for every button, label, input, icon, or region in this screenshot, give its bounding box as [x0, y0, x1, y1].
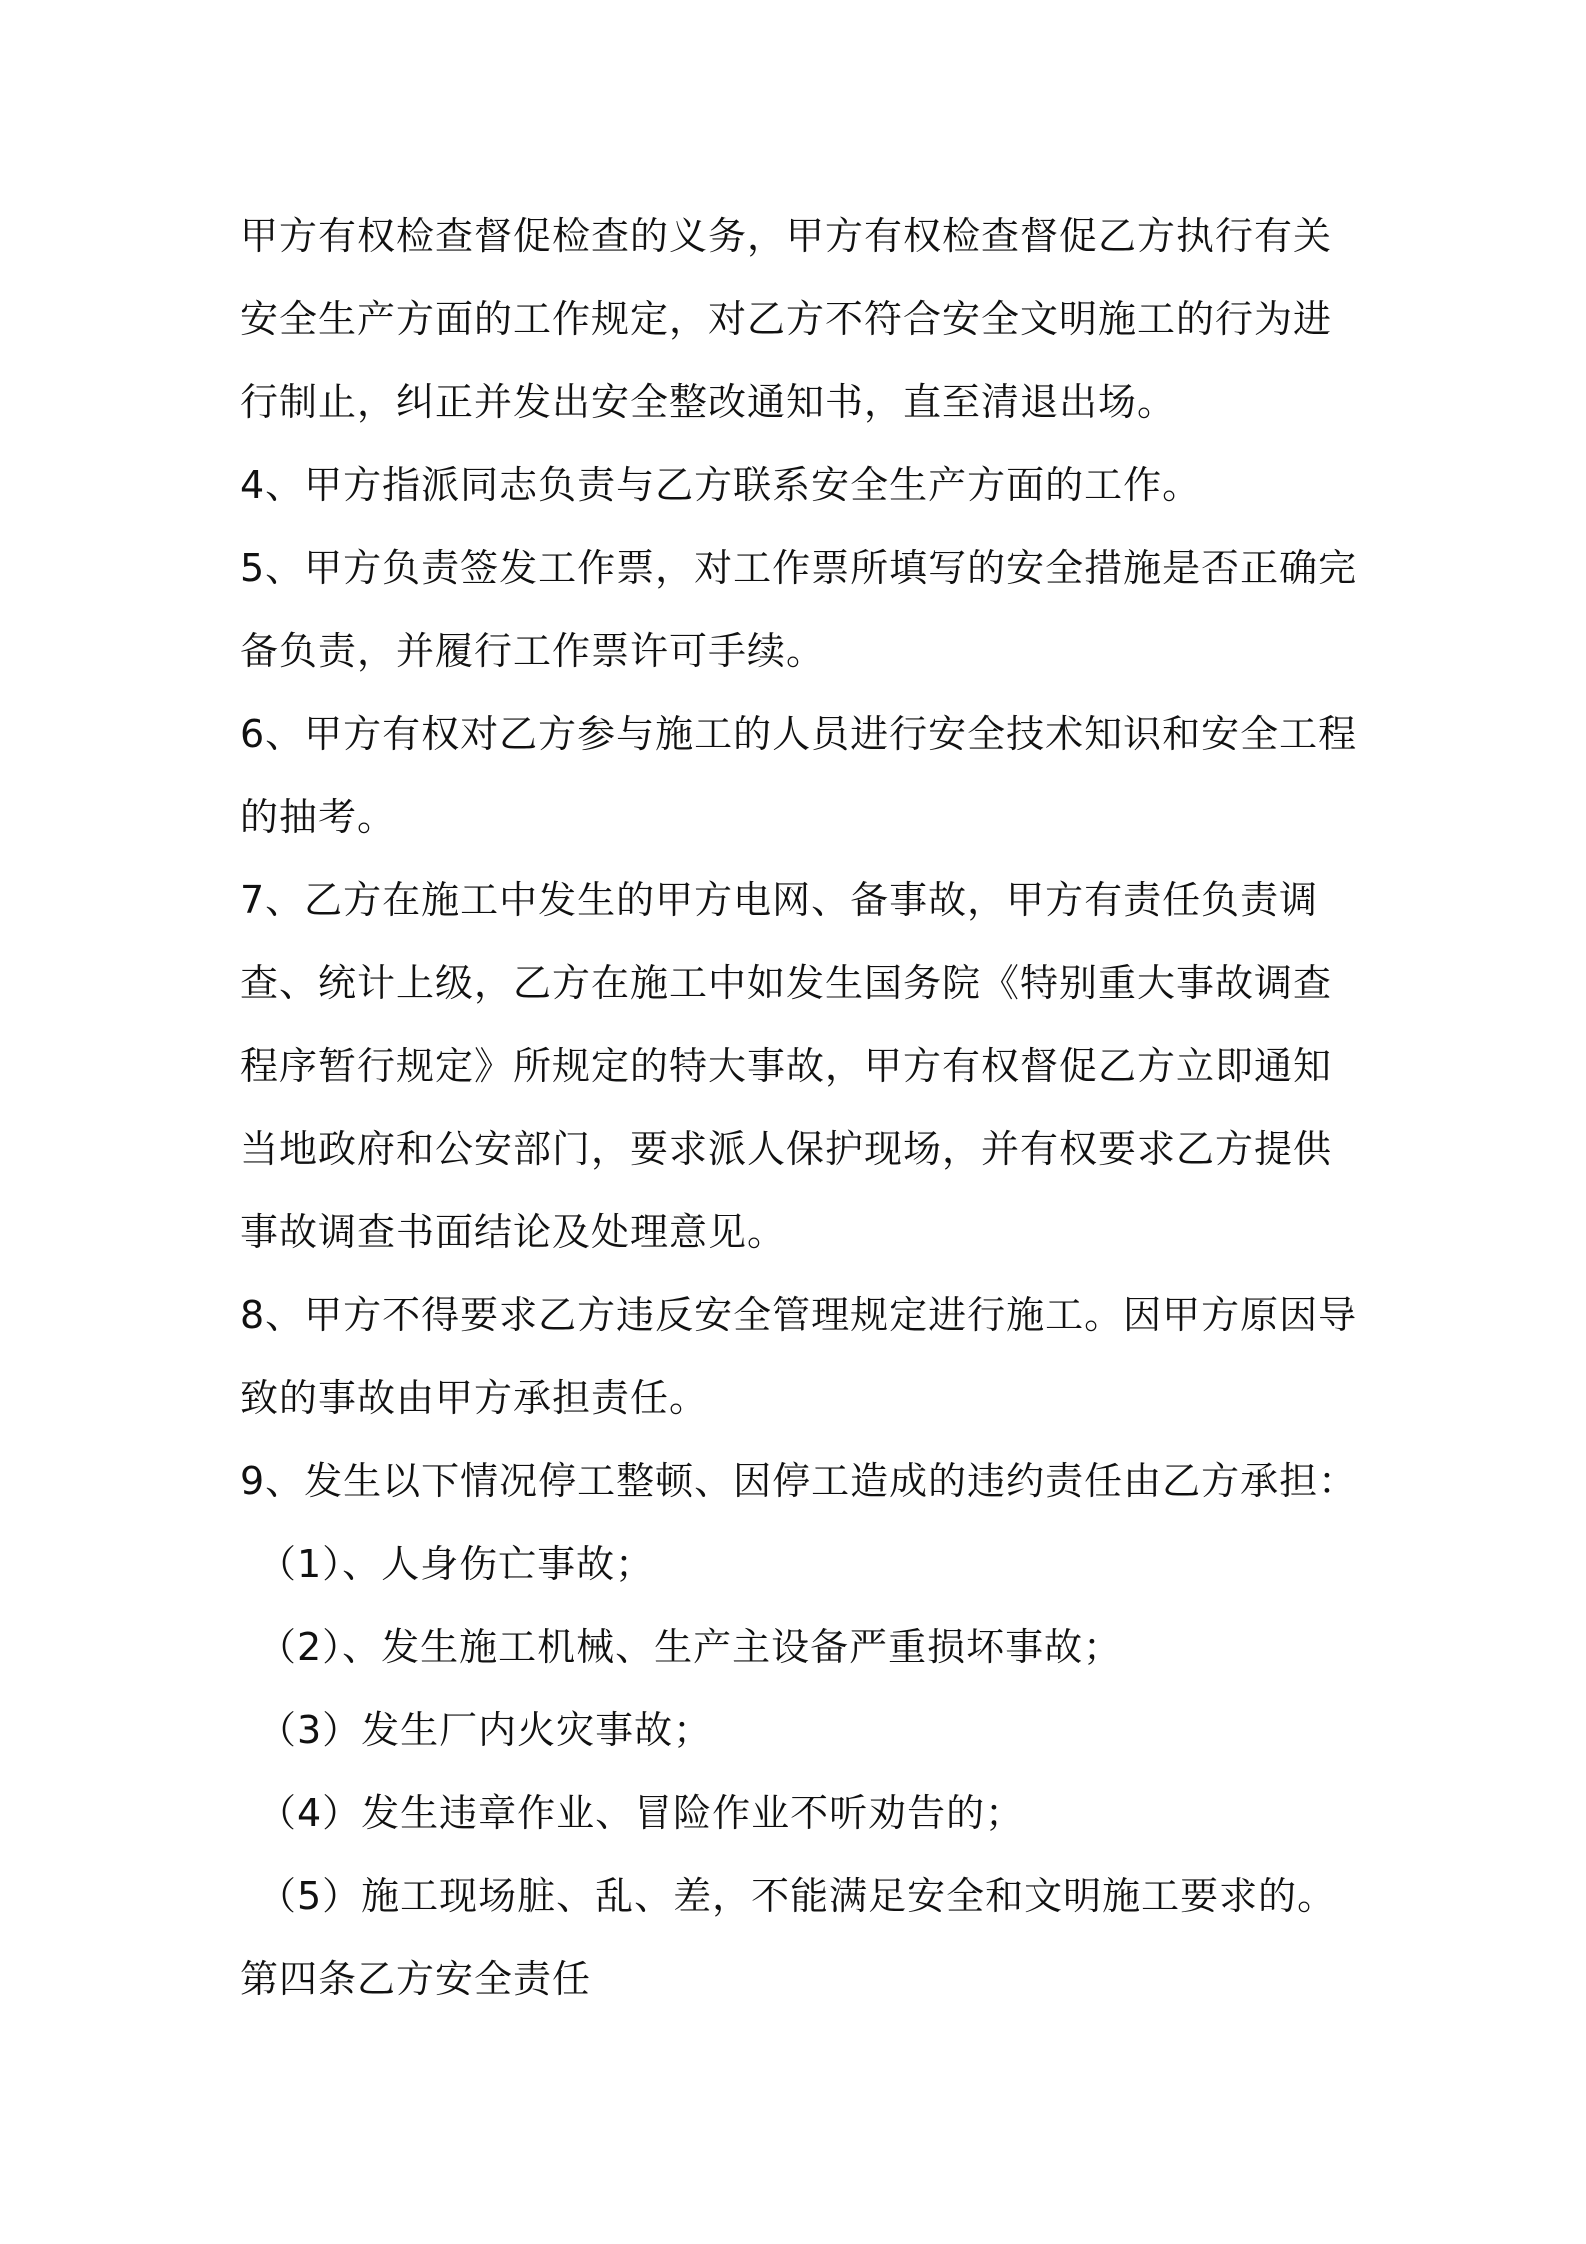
paragraph-obligations: 甲方有权检查督促检查的义务，甲方有权检查督促乙方执行有关安全生产方面的工作规定，对乙方不符合安全文明施工的行为进行制止，纠正并发出安全整改通知书，直至清退出场。 — [240, 214, 1333, 424]
paragraph-item-4: 4、甲方指派同志负责与乙方联系安全生产方面的工作。 — [240, 463, 1202, 507]
list-item: （1）、人身伤亡事故； — [258, 1542, 655, 1586]
paragraph-item-9: 9、发生以下情况停工整顿、因停工造成的违约责任由乙方承担： — [240, 1459, 1358, 1503]
paragraph-item-8: 8、甲方不得要求乙方违反安全管理规定进行施工。因甲方原因导致的事故由甲方承担责任。 — [240, 1293, 1358, 1420]
list-item: （2）、发生施工机械、生产主设备严重损坏事故； — [258, 1625, 1123, 1669]
list-item: （5）施工现场脏、乱、差，不能满足安全和文明施工要求的。 — [258, 1874, 1337, 1918]
document-body — [240, 195, 1365, 2021]
section-heading: 第四条乙方安全责任 — [240, 1957, 592, 2001]
list-item: （4）发生违章作业、冒险作业不听劝告的； — [258, 1791, 1025, 1835]
paragraph-item-7: 7、乙方在施工中发生的甲方电网、备事故，甲方有责任负责调查、统计上级，乙方在施工中如发生国务院《特别重大事故调查程序暂行规定》所规定的特大事故，甲方有权督促乙方立即通知当地政府和公安部门，要求派人保护现场，并有权要求乙方提供事故调查书面结论及处理意见。 — [240, 878, 1333, 1254]
paragraph-item-5: 5、甲方负责签发工作票，对工作票所填写的安全措施是否正确完备负责，并履行工作票许可手续。 — [240, 546, 1358, 673]
paragraph-item-6: 6、甲方有权对乙方参与施工的人员进行安全技术知识和安全工程的抽考。 — [240, 712, 1358, 839]
list-item: （3）发生厂内火灾事故； — [258, 1708, 713, 1752]
